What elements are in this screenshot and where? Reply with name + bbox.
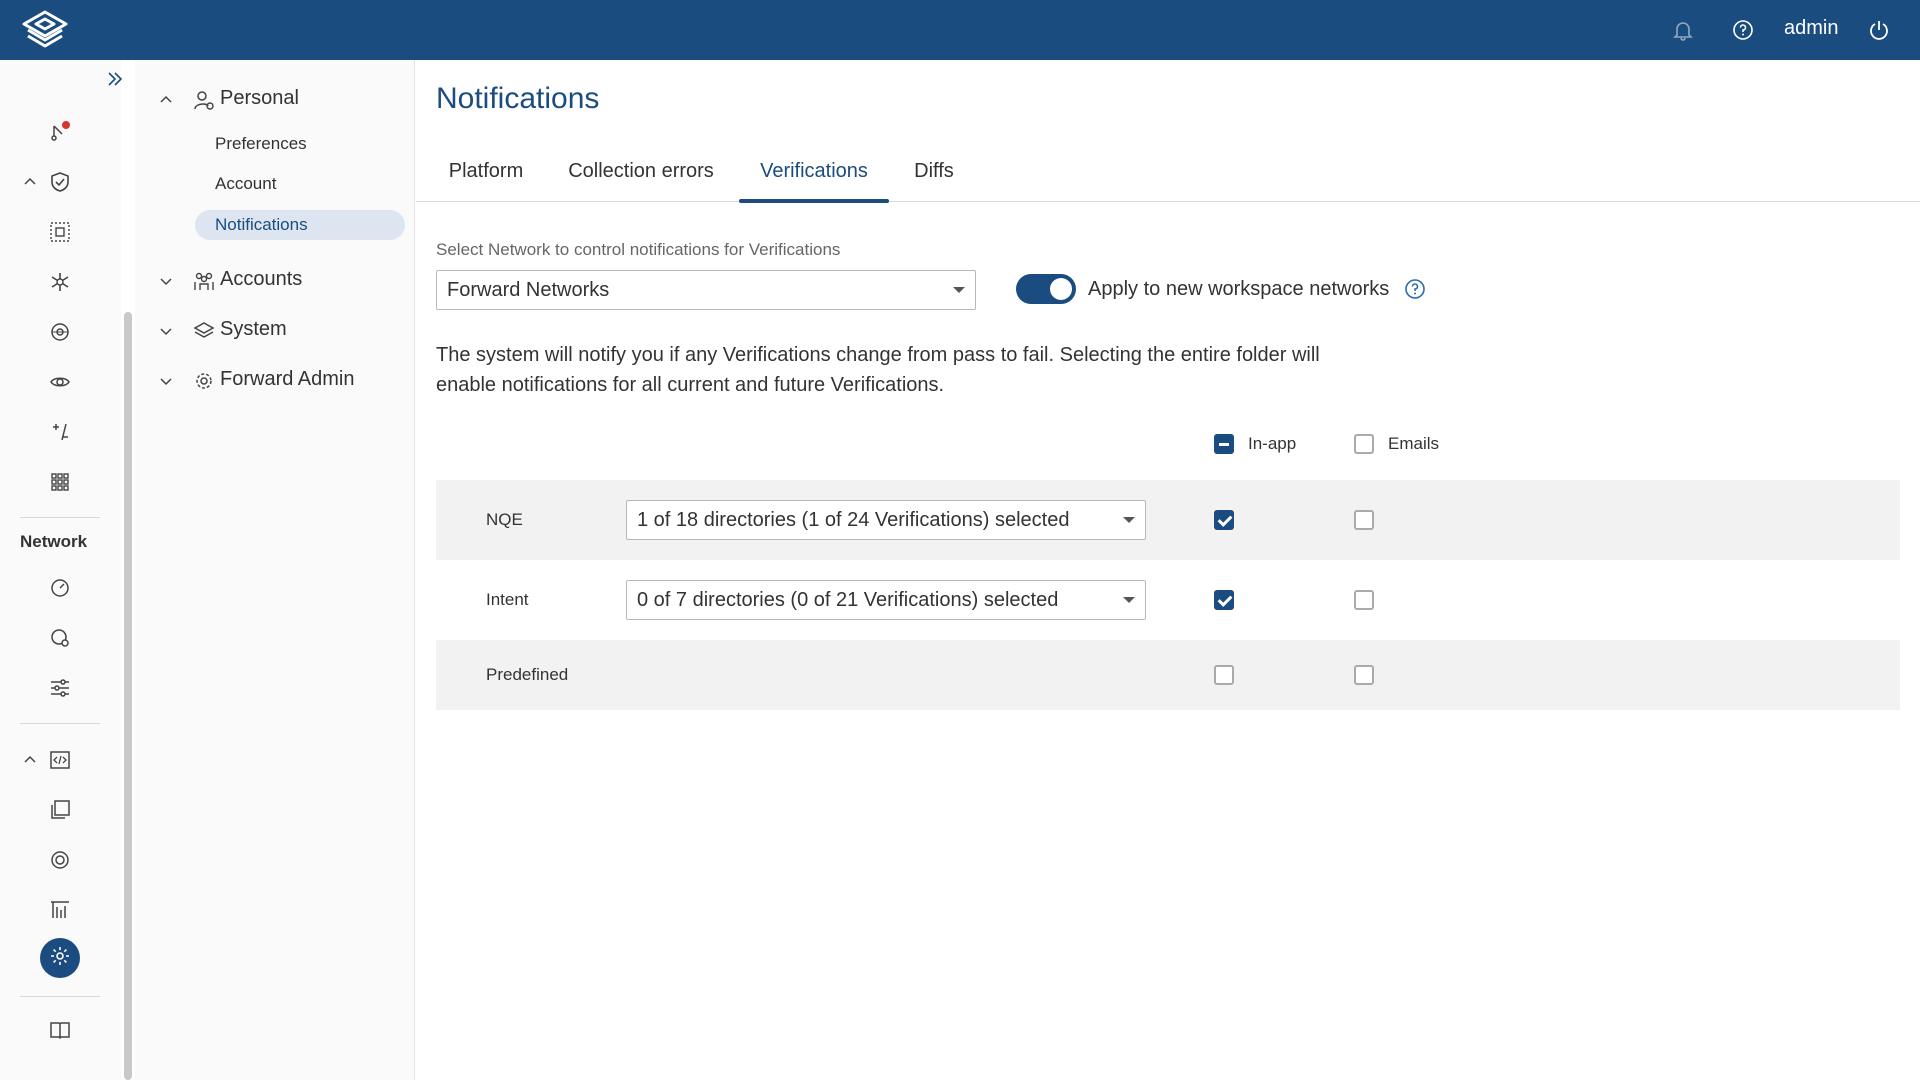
shield-check-icon[interactable]: [48, 170, 72, 194]
chevron-up-icon: [159, 93, 173, 107]
help-icon[interactable]: [1404, 278, 1426, 300]
description-text: The system will notify you if any Verifications change from pass to fail. Selecting the entire folder will enable notifications for all current and future Verifications.: [436, 344, 1320, 396]
grid-dots-icon[interactable]: [48, 220, 72, 244]
chart-board-icon[interactable]: [48, 898, 72, 922]
tree-group-label: System: [220, 318, 287, 340]
intent-directories-select[interactable]: [626, 580, 1146, 620]
rail-divider: [20, 517, 100, 518]
snowflake-icon[interactable]: [48, 270, 72, 294]
tree-group-system[interactable]: [135, 316, 415, 346]
inapp-column-header[interactable]: [1214, 434, 1296, 454]
tree-group-label: Personal: [220, 87, 299, 109]
predefined-inapp-checkbox[interactable]: [1214, 665, 1234, 685]
intent-inapp-checkbox[interactable]: [1214, 590, 1234, 610]
chevron-down-icon: [159, 374, 173, 388]
tree-group-personal[interactable]: [135, 85, 415, 115]
tree-group-accounts[interactable]: [135, 266, 415, 296]
row-label: Predefined: [486, 665, 569, 684]
network-select-label: Select Network to control notifications for Verifications: [436, 240, 841, 259]
book-icon[interactable]: [48, 1018, 72, 1042]
table-row: [436, 640, 1900, 710]
select-value: 0 of 7 directories (0 of 21 Verifications) selected: [637, 588, 1059, 611]
plus-minus-icon[interactable]: [48, 420, 72, 444]
toggle-knob: [1050, 278, 1072, 300]
select-value: 1 of 18 directories (1 of 24 Verifications) selected: [637, 508, 1070, 531]
page-title: Notifications: [436, 82, 600, 115]
intent-emails-checkbox[interactable]: [1354, 590, 1374, 610]
sliders-icon[interactable]: [48, 676, 72, 700]
library-icon[interactable]: [48, 798, 72, 822]
eye-search-icon[interactable]: [48, 370, 72, 394]
nqe-emails-checkbox[interactable]: [1354, 510, 1374, 530]
chevron-down-icon: [159, 324, 173, 338]
network-select-value: Forward Networks: [447, 278, 610, 301]
network-select[interactable]: [436, 270, 976, 310]
emails-select-all-checkbox[interactable]: [1354, 434, 1374, 454]
row-label: NQE: [486, 510, 523, 529]
network-settings-icon[interactable]: [48, 626, 72, 650]
chevron-up-icon[interactable]: [23, 753, 37, 767]
tab-collection-errors[interactable]: Collection errors: [568, 159, 714, 182]
gear-icon: [193, 370, 215, 392]
pull-request-icon[interactable]: [48, 120, 72, 144]
rail-divider: [20, 723, 100, 724]
tab-diffs[interactable]: Diffs: [914, 159, 954, 182]
caret-down-icon: [1123, 517, 1135, 523]
tree-group-label: Accounts: [220, 268, 303, 290]
tab-bar: [416, 140, 1920, 202]
help-icon[interactable]: [1732, 19, 1754, 41]
main-content: [416, 60, 1920, 1080]
layers-icon: [193, 320, 215, 342]
table-row: [436, 560, 1900, 640]
power-icon[interactable]: [1868, 19, 1890, 41]
predefined-emails-checkbox[interactable]: [1354, 665, 1374, 685]
forward-logo-icon[interactable]: [18, 8, 72, 52]
tree-item-account[interactable]: Account: [215, 174, 277, 193]
row-label: Intent: [486, 590, 529, 609]
tree-item-preferences[interactable]: Preferences: [215, 134, 307, 153]
rail-scrollbar[interactable]: [124, 312, 132, 1080]
globe-gear-icon[interactable]: [48, 320, 72, 344]
tab-platform[interactable]: Platform: [448, 159, 524, 182]
chevron-up-icon[interactable]: [23, 175, 37, 189]
bell-icon[interactable]: [1672, 19, 1694, 41]
tree-group-forward-admin[interactable]: [135, 366, 415, 396]
user-menu[interactable]: admin: [1784, 17, 1839, 39]
chevron-down-icon: [159, 274, 173, 288]
gear-icon: [49, 945, 71, 972]
people-icon: [193, 270, 215, 292]
emails-column-label: Emails: [1388, 434, 1440, 453]
apps-grid-icon[interactable]: [48, 470, 72, 494]
rail-divider: [20, 996, 100, 997]
table-row: [436, 480, 1900, 560]
caret-down-icon: [953, 287, 965, 293]
expand-sidebar-icon[interactable]: [106, 70, 124, 88]
nqe-inapp-checkbox[interactable]: [1214, 510, 1234, 530]
code-file-icon[interactable]: [48, 748, 72, 772]
top-bar: [0, 0, 1920, 60]
rail-section-network: Network: [20, 532, 88, 551]
tree-item-notifications[interactable]: Notifications: [195, 210, 405, 240]
user-gear-icon: [193, 89, 215, 111]
caret-down-icon: [1123, 597, 1135, 603]
settings-tree: [135, 60, 415, 1080]
gauge-icon[interactable]: [48, 576, 72, 600]
emails-column-header[interactable]: [1354, 434, 1439, 454]
compass-icon[interactable]: [48, 848, 72, 872]
inapp-select-all-checkbox[interactable]: [1214, 434, 1234, 454]
tab-verifications[interactable]: Verifications: [739, 140, 889, 202]
icon-rail: [0, 60, 121, 1080]
apply-new-networks-toggle[interactable]: [1016, 274, 1076, 304]
nqe-directories-select[interactable]: [626, 500, 1146, 540]
toggle-label: Apply to new workspace networks: [1088, 278, 1390, 300]
inapp-column-label: In-app: [1248, 434, 1297, 453]
tree-group-label: Forward Admin: [220, 368, 355, 390]
settings-rail-button[interactable]: [40, 938, 80, 978]
